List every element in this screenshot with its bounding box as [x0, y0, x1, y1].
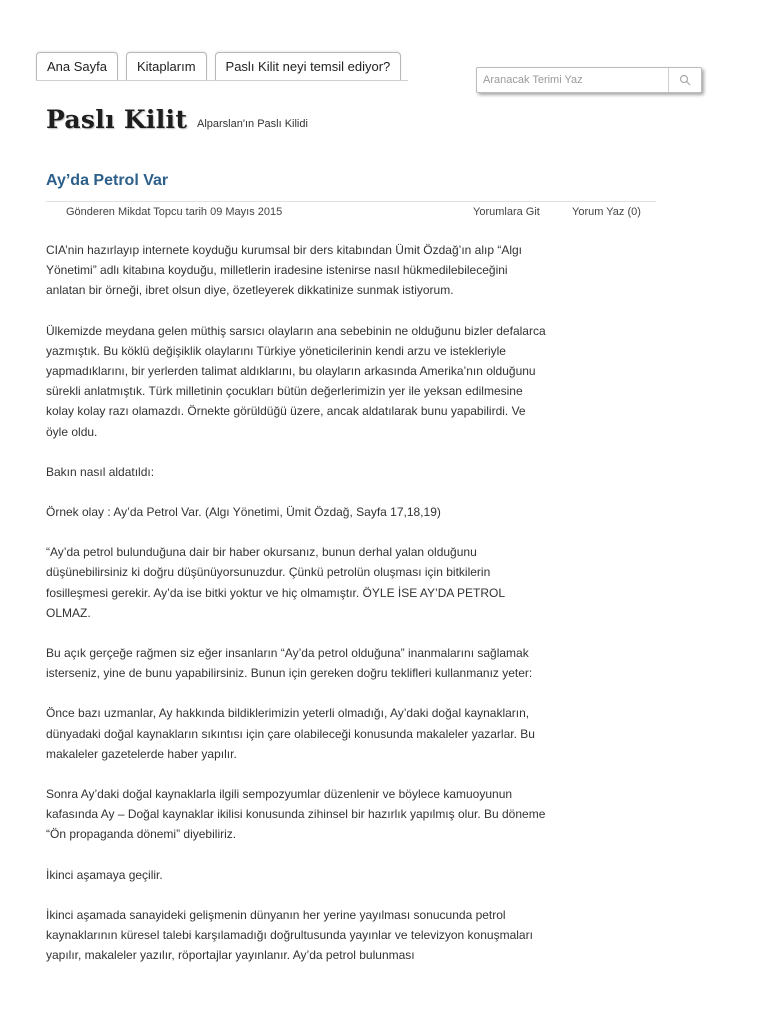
post-paragraph: İkinci aşamaya geçilir. [46, 867, 163, 882]
tab-kitaplarim[interactable]: Kitaplarım [126, 52, 207, 81]
post-paragraph: Bu açık gerçeğe rağmen siz eğer insanların “Ay’da petrol olduğuna” inanmalarını sağlamak isterseniz, yine de bunu yapabilirsiniz. Bunun için gereken doğru teklifleri kullanmanız yeter: [46, 646, 533, 681]
post-paragraph: Önce bazı uzmanlar, Ay hakkında bildiklerimizin yeterli olmadığı, Ay’daki doğal kaynakların, dünyadaki doğal kaynakların sıkıntısı için çare olabileceği konusunda makaleler yazarlar. Bu makaleler gazetelerde haber yapılır. [46, 706, 535, 761]
post-paragraph: Sonra Ay’daki doğal kaynaklarla ilgili sempozyumlar düzenlenir ve böylece kamuoyunun kafasında Ay – Doğal kaynaklar ikilisi konusunda zihinsel bir hazırlık yapılmış olur. Bu döneme “Ön propaganda dönemi” diyebiliriz. [46, 787, 546, 842]
site-description: Alparslan'ın Paslı Kilidi [197, 118, 308, 130]
tab-pasli-kilit-neyi-temsil-ediyor[interactable]: Paslı Kilit neyi temsil ediyor? [215, 52, 402, 81]
post-paragraph: CIA’nin hazırlayıp internete koyduğu kurumsal bir ders kitabından Ümit Özdağ’ın alıp “Algı Yönetimi” adlı kitabına koyduğu, milletlerin iradesine istenirse nasıl hükmedilebileceğini anlatan bir örneği, ibret olsun diye, özetleyerek dikkatinize sunmak istiyorum. [46, 243, 523, 298]
post-byline: Gönderen Mikdat Topcu tarih 09 Mayıs 2015 [66, 206, 283, 218]
post-content [46, 240, 546, 985]
search-button[interactable] [668, 68, 701, 92]
post-paragraph: Örnek olay : Ay’da Petrol Var. (Algı Yönetimi, Ümit Özdağ, Sayfa 17,18,19) [46, 505, 441, 520]
comments-link[interactable]: Yorumlara Git [473, 206, 540, 218]
tab-underline [36, 80, 408, 81]
meta-divider [46, 201, 656, 202]
post-paragraph: İkinci aşamada sanayideki gelişmenin dünyanın her yerine yayılması sonucunda petrol kaynaklarının küresel talebi karşılamadığı doğrultusunda yayınlar ve televizyon konuşmaları yapılır, makaleler yazılır, röportajlar yayınlanır. Ay’da petrol bulunması [46, 907, 533, 963]
write-comment-link[interactable]: Yorum Yaz (0) [572, 206, 641, 218]
search-icon [679, 74, 691, 86]
top-nav [36, 52, 401, 81]
post-title[interactable]: Ay’da Petrol Var [46, 172, 169, 189]
tab-ana-sayfa[interactable]: Ana Sayfa [36, 52, 118, 81]
search-box [476, 67, 702, 93]
search-input[interactable] [477, 68, 668, 92]
site-title[interactable]: Paslı Kilit [46, 105, 188, 134]
post-paragraph: “Ay’da petrol bulunduğuna dair bir haber okursanız, bunun derhal yalan olduğunu düşünebilirsiniz ki doğru düşünüyorsunuzdur. Çünkü petrolün oluşması için bitkilerin fosilleşmesi gerekir. Ay’da ise bitki yoktur ve hiç olmamıştır. ÖYLE İSE AY’DA PETROL OLMAZ. [46, 545, 505, 620]
post-paragraph: Bakın nasıl aldatıldı: [46, 464, 155, 479]
post-paragraph: Ülkemizde meydana gelen müthiş sarsıcı olayların ana sebebinin ne olduğunu bizler defalarca yazmıştık. Bu köklü değişiklik olaylarını Türkiye yöneticilerinin kendi arzu ve istekleriyle yapmadıklarını, bir yerlerden talimat aldıklarını, bu olayların arkasında Amerika’nın olduğunu sürekli anlatmıştık. Türk milletinin çocukları bütün değerlerimizin yer ile yeksan edilmesine kolay kolay razı olamazdı. Örnekte görüldüğü üzere, ancak aldatılarak bunu yapabilirdi. Ve öyle oldu. [46, 323, 546, 439]
